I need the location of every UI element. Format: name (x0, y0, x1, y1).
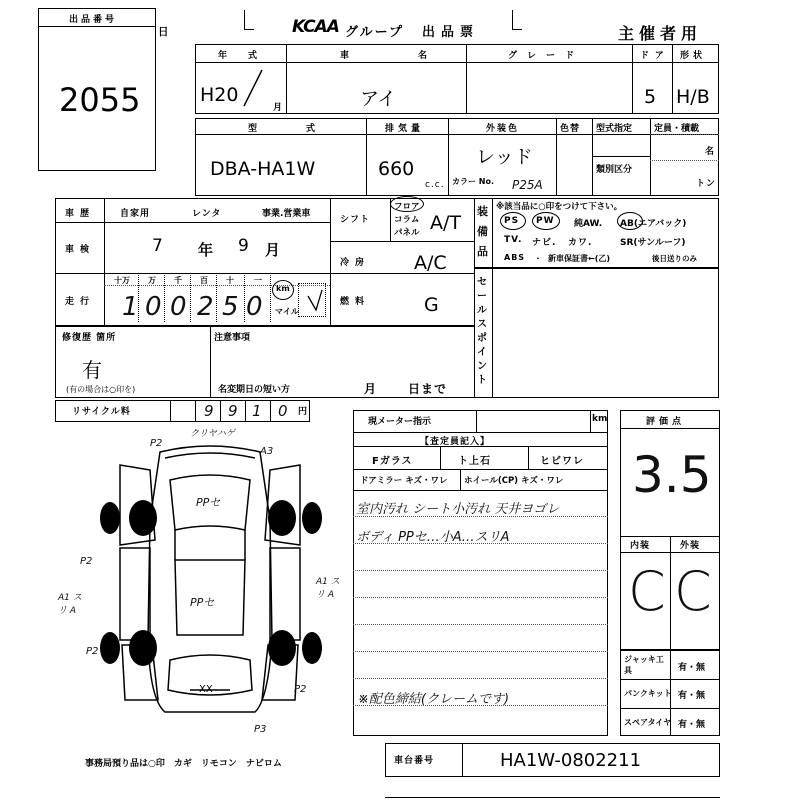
inspection-year-label: 年 (198, 241, 215, 259)
repair-value: 有 (82, 358, 102, 382)
grade-overall: 3.5 (632, 446, 712, 504)
mile-label: マイル (275, 307, 299, 316)
caution-label: 注意事項 (214, 333, 251, 343)
mileage-digit-3: 0 (170, 292, 187, 322)
recycle-unit: 円 (298, 407, 309, 417)
vehicle-doors: 5 (644, 86, 657, 108)
vehicle-year: H20 (200, 84, 239, 106)
damage-annotation-pp-roof: PPセ (190, 596, 215, 609)
damage-annotation-clear: クリヤハゲ (190, 429, 235, 439)
col-model: 型 式 (248, 124, 336, 134)
equipment-leather: カワ. (568, 238, 593, 248)
recycle-digit-2: 9 (228, 402, 238, 420)
vehicle-month-label: 月 (273, 103, 284, 113)
digit-label-1: 一 (254, 276, 263, 285)
col-color: 外装色 (486, 124, 520, 134)
col-grade: グレード (508, 51, 585, 61)
shift-option-panel: パネル (394, 228, 420, 238)
equipment-later: 後日送りのみ (652, 254, 697, 263)
history-option-rental: レンタ (192, 209, 222, 219)
digit-label-1k: 千 (174, 276, 183, 285)
inspection-month-label: 月 (265, 241, 282, 259)
color-no-label: カラー No. (452, 177, 495, 186)
damage-annotation-a1-left: A1 スリ A (58, 593, 82, 616)
equipment-label: 装備品 (477, 205, 489, 258)
vehicle-color: レッド (476, 146, 533, 168)
shift-value: A/T (430, 212, 462, 234)
col-year: 年 式 (218, 51, 264, 61)
cc-label: c.c. (425, 180, 445, 190)
capacity-unit-tons: トン (696, 179, 717, 189)
capacity-unit-persons: 名 (705, 147, 716, 157)
inspector-note-3: ※配色締結(クレームです) (358, 692, 510, 707)
recycle-digit-3: 1 (252, 402, 262, 420)
vehicle-shape: H/B (676, 86, 710, 108)
glass-crack-label: ヒビワレ (540, 456, 584, 467)
damage-annotation-p2-lower-right: P2 (294, 684, 307, 695)
accessory-puncture-value: 有・無 (678, 691, 706, 701)
inspector-note-2: ボディ PPセ…小A…スリA (356, 530, 510, 545)
org-title-words-2: 出品票 (422, 25, 480, 40)
vehicle-model: DBA-HA1W (210, 158, 316, 180)
col-color-code: 色替 (560, 124, 581, 134)
damage-annotation-p2-lower-left: P2 (86, 646, 99, 657)
shift-option-column: コラム (394, 215, 420, 225)
class-label: 類別区分 (596, 165, 633, 175)
equipment-airbag: AB(エアバック) (620, 219, 687, 229)
repair-label: 修復歴 箇所 (62, 333, 117, 343)
col-type-spec: 型式指定 (596, 124, 633, 134)
ac-label: 冷房 (340, 258, 371, 268)
mileage-label: 走行 (65, 297, 96, 307)
glass-label: Fガラス (372, 456, 413, 467)
interior-label: 内装 (630, 541, 651, 551)
equipment-alloy: 純AW. (574, 219, 603, 229)
meter-km: km (592, 414, 608, 424)
interior-grade: C (628, 560, 666, 623)
equipment-navi: ナビ. (532, 238, 557, 248)
damage-annotation-a3: A3 (260, 446, 274, 457)
grade-label: 評価点 (646, 417, 686, 427)
equipment-pw: PW (536, 216, 555, 226)
accessory-jack-label: ジャッキ工具 (624, 655, 664, 675)
org-logo: KCAA (292, 17, 339, 37)
accessory-spare-label: スペアタイヤ (624, 718, 672, 727)
chassis-label: 車台番号 (394, 756, 435, 766)
accessory-jack-value: 有・無 (678, 663, 706, 673)
damage-annotation-p2-left: P2 (80, 556, 93, 567)
name-change-label: 名変期日の短い方 (218, 385, 291, 395)
role-label: 主催者用 (618, 24, 703, 43)
wheel-label: ホイール(CP) キズ・ワレ (464, 476, 564, 486)
mileage-digit-2: 0 (145, 292, 162, 322)
inspection-month: 9 (238, 236, 249, 256)
equipment-abs: ABS (504, 253, 526, 262)
history-option-business: 事業.営業車 (262, 209, 311, 219)
day-suffix: 日 (158, 26, 170, 38)
mileage-digit-6: 0 (246, 292, 263, 322)
exterior-label: 外装 (680, 541, 701, 551)
glass-chip-label: ト上石 (458, 456, 491, 467)
fuel-value: G (424, 294, 439, 316)
recycle-digit-1: 9 (204, 402, 214, 420)
km-label: km (276, 284, 290, 293)
accessory-puncture-label: パンクキット (624, 689, 672, 698)
ac-value: A/C (414, 252, 447, 274)
equipment-sep: ・ (534, 254, 543, 263)
inspector-header: 【査定員記入】 (420, 437, 491, 447)
name-change-day: 日まで (408, 382, 448, 396)
col-shape: 形状 (680, 51, 707, 61)
vehicle-displacement: 660 (378, 158, 415, 180)
repair-note: (有の場合は○印を) (66, 385, 136, 394)
vehicle-name: アイ (360, 88, 397, 110)
recycle-digit-4: 0 (278, 402, 288, 420)
equipment-ps: PS (504, 216, 520, 226)
equipment-tv: TV. (504, 235, 523, 245)
accessory-spare-value: 有・無 (678, 720, 706, 730)
history-label: 車歴 (65, 209, 96, 219)
fuel-label: 燃料 (340, 297, 371, 307)
shift-option-floor: フロア (394, 202, 420, 212)
chassis-number: HA1W-0802211 (500, 750, 642, 771)
svg-text:XX: XX (199, 684, 213, 695)
mileage-digit-1: 1 (122, 292, 139, 322)
digit-label-10k: 万 (148, 276, 157, 285)
mileage-digit-5: 5 (222, 292, 239, 322)
equipment-sunroof: SR(サンルーフ) (620, 238, 686, 248)
col-capacity: 定員・積載 (654, 124, 700, 134)
digit-label-10: 十 (226, 276, 235, 285)
listing-number: 2055 (59, 81, 141, 119)
damage-annotation-p2-top: P2 (150, 438, 163, 449)
meter-label: 現メーター指示 (368, 417, 432, 427)
damage-annotation-pp-hood: PPセ (196, 496, 221, 509)
recycle-label: リサイクル料 (72, 407, 131, 417)
damage-annotation-p3: P3 (254, 724, 267, 735)
digit-label-100k: 十万 (114, 276, 130, 285)
col-name: 車 名 (340, 51, 458, 61)
inspection-year: 7 (152, 236, 163, 256)
col-doors: ドア (640, 51, 670, 61)
col-displacement: 排気量 (385, 124, 425, 134)
digit-label-100: 百 (200, 276, 209, 285)
color-no: P25A (512, 178, 543, 192)
inspector-note-1: 室内汚れ シート小汚れ 天井ヨゴレ (356, 502, 560, 517)
equipment-note: ※該当品に○印をつけて下さい。 (496, 202, 623, 212)
name-change-month: 月 (364, 382, 378, 396)
mirror-label: ドアミラー キズ・ワレ (360, 476, 448, 486)
listing-number-label: 出品番号 (69, 15, 118, 25)
exterior-grade: C (674, 560, 712, 623)
equipment-warranty: 新車保証書←(乙) (548, 254, 611, 263)
inspection-label: 車検 (65, 245, 96, 255)
mileage-digit-4: 2 (197, 292, 214, 322)
shift-label: シフト (340, 215, 371, 225)
diagram-footer: 事務局預り品は○印 カギ リモコン ナビロム (85, 759, 282, 769)
damage-annotation-a1-right: A1 スリ A (316, 577, 340, 600)
history-option-private: 自家用 (120, 209, 151, 219)
sales-point-label: セールスポイント (477, 277, 488, 386)
org-title-words-1: グループ (345, 25, 404, 40)
